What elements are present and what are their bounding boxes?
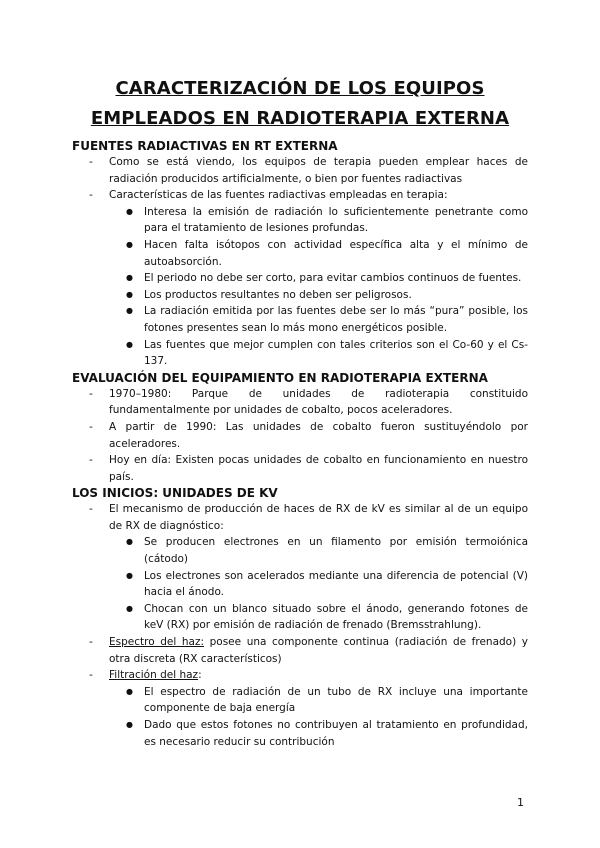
sub-bullet-list — [109, 534, 528, 634]
sub-list-item: ● Se producen electrones en un filamento por emisión termoiónica (cátodo) — [109, 534, 528, 567]
sub-list-item: ● Los productos resultantes no deben ser peligrosos. — [109, 287, 528, 304]
item-label: Espectro del haz: — [109, 636, 205, 649]
sub-list-item: ● Hacen falta isótopos con actividad específica alta y el mínimo de autoabsorción. — [109, 237, 528, 270]
sub-list-item: ● Chocan con un blanco situado sobre el ánodo, generando fotones de keV (RX) por emisión de radiación de frenado (Bremsstrahlung). — [109, 601, 528, 634]
sub-list-item: ● Dado que estos fotones no contribuyen al tratamiento en profundidad, es necesario reducir su contribución — [109, 717, 528, 750]
item-text: posee una componente continua (radiación de frenado) y otra discreta (RX característicos) — [109, 636, 528, 665]
item-text: Como se está viendo, los equipos de terapia pueden emplear haces de radiación producidos artificialmente, o bien por fuentes radiactivas — [109, 156, 528, 185]
page-title — [72, 0, 528, 134]
bullet-list — [72, 501, 528, 750]
list-item: - Hoy en día: Existen pocas unidades de cobalto en funcionamiento en nuestro país. — [72, 452, 528, 485]
page-number: 1 — [517, 796, 524, 809]
list-item: - 1970–1980: Parque de unidades de radioterapia constituido fundamentalmente por unidades de cobalto, pocos aceleradores. — [72, 386, 528, 419]
sub-list-item: ● El periodo no debe ser corto, para evitar cambios continuos de fuentes. — [109, 270, 528, 287]
section-evaluacion-equipamiento — [72, 370, 528, 486]
list-item — [72, 634, 528, 667]
item-text: El mecanismo de producción de haces de RX de kV es similar al de un equipo de RX de diagnóstico: — [109, 503, 528, 532]
item-text: Características de las fuentes radiactivas empleadas en terapia: — [109, 189, 448, 202]
sub-list-item: ● Los electrones son acelerados mediante una diferencia de potencial (V) hacia el ánodo. — [109, 568, 528, 601]
sub-bullet-list — [109, 204, 528, 370]
section-heading: EVALUACIÓN DEL EQUIPAMIENTO EN RADIOTERAPIA EXTERNA — [72, 370, 488, 385]
list-item — [72, 154, 528, 187]
list-item — [72, 187, 528, 370]
title-line-1: CARACTERIZACIÓN DE LOS EQUIPOS — [115, 78, 485, 99]
sub-bullet-list — [109, 684, 528, 750]
section-fuentes-radiactivas — [72, 138, 528, 370]
sub-list-item: ● Interesa la emisión de radiación lo suficientemente penetrante como para el tratamiento de lesiones profundas. — [109, 204, 528, 237]
item-text: : — [198, 669, 202, 682]
list-item: - A partir de 1990: Las unidades de cobalto fueron sustituyéndolo por aceleradores. — [72, 419, 528, 452]
section-inicios-unidades-kv — [72, 485, 528, 750]
list-item — [72, 501, 528, 634]
bullet-list — [72, 386, 528, 486]
title-line-2: EMPLEADOS EN RADIOTERAPIA EXTERNA — [90, 108, 510, 129]
sub-list-item: ● La radiación emitida por las fuentes debe ser lo más “pura” posible, los fotones presentes sean lo más mono energéticos posible. — [109, 303, 528, 336]
item-label: Filtración del haz — [109, 669, 199, 682]
section-heading: LOS INICIOS: UNIDADES DE KV — [72, 486, 278, 501]
sub-list-item: ● El espectro de radiación de un tubo de RX incluye una importante componente de baja energía — [109, 684, 528, 717]
list-item — [72, 667, 528, 750]
bullet-list — [72, 154, 528, 370]
section-heading: FUENTES RADIACTIVAS EN RT EXTERNA — [72, 139, 338, 153]
sub-list-item: ● Las fuentes que mejor cumplen con tales criterios son el Co-60 y el Cs-137. — [109, 337, 528, 370]
